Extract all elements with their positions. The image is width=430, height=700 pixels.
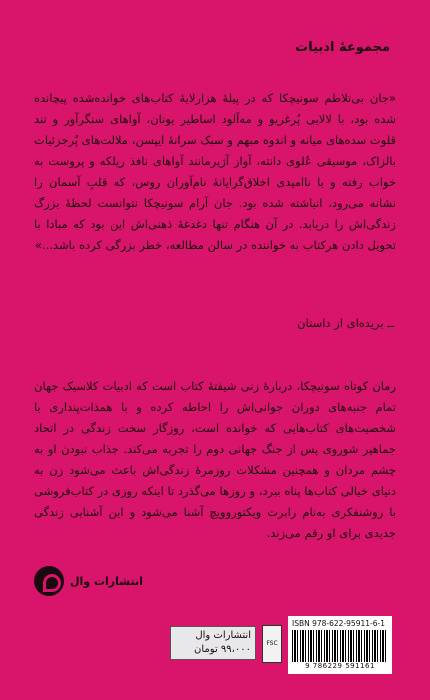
excerpt-text: «جان بی‌تلاطم سونیچکا که در پیلهٔ هزارلایهٔ کتاب‌های خوانده‌شده پیچانده شده بود، با لالایی پُرغریو و مه‌آلود اساطیر یونان، آواهای سنگرآور و تند قلوت سده‌های میانه و اندوه مبهم و سبک سرانهٔ ایپسن، ملالت‌های پُرجزئیات بالزاک، موسیقی عُلوی دانته، آواز آژیرمانند آواهای نافذ ریلکه و پروست به خواب رفته و با ناامیدی اخلاق‌گرایانهٔ نام‌آوران روس، که قلبِ آسمان را نشانه می‌رود، انباشته شده بود. جان آرام سونیچکا نتوانست لحظهٔ بزرگ زندگی‌اش را دریابد. در آن هنگام تنها دغدغهٔ ذهنی‌اش این بود که مبادا با تحویل دادن هرکتاب به خواننده در سالن مطالعه، خطر بزرگی کرده باشد...» [34, 91, 396, 252]
whale-logo-icon [34, 566, 64, 596]
fsc-logo-icon: FSC [262, 625, 282, 663]
series-title: مجموعهٔ ادبیات [295, 40, 390, 55]
excerpt-source: ــ بریده‌ای از داستان [297, 316, 394, 330]
publisher-block [34, 566, 143, 596]
price-sticker-price: ۹۹،۰۰۰ تومان [194, 644, 251, 655]
barcode-icon [292, 630, 388, 662]
price-sticker-publisher: انتشارات وال [195, 630, 251, 641]
isbn-text: ISBN 978-622-95911-6-1 [292, 619, 385, 628]
barcode-block [288, 616, 392, 674]
summary-text: رمان کوتاه سونیچکا، دربارهٔ زنی شیفتهٔ کتاب است که ادبیات کلاسیک جهان تمام جنبه‌های دوران جوانی‌اش را احاطه کرده و با همذات‌پنداری با شخصیت‌های کتاب‌هایی که خوانده است، روزگار سخت زندگی در اتحاد جماهیر شوروی پس از جنگ جهانی دوم را تجربه می‌کند. جذاب نبودن او به چشم مردان و همچنین مشکلات روزمرهٔ زندگی‌اش باعث می‌شود زن به دنیای خیالی کتاب‌ها پناه ببرد، و روزها می‌گذرد تا اینکه روزی در کتاب‌فروشی با روشنفکری به‌نام رابرت ویکتوروویچ آشنا می‌شود و این آشنایی زندگی جدیدی برای او رقم می‌زند. [34, 379, 396, 540]
barcode-digits: 9 786229 591161 [305, 662, 375, 670]
price-sticker [170, 626, 256, 660]
publisher-name: انتشارات وال [70, 574, 143, 588]
